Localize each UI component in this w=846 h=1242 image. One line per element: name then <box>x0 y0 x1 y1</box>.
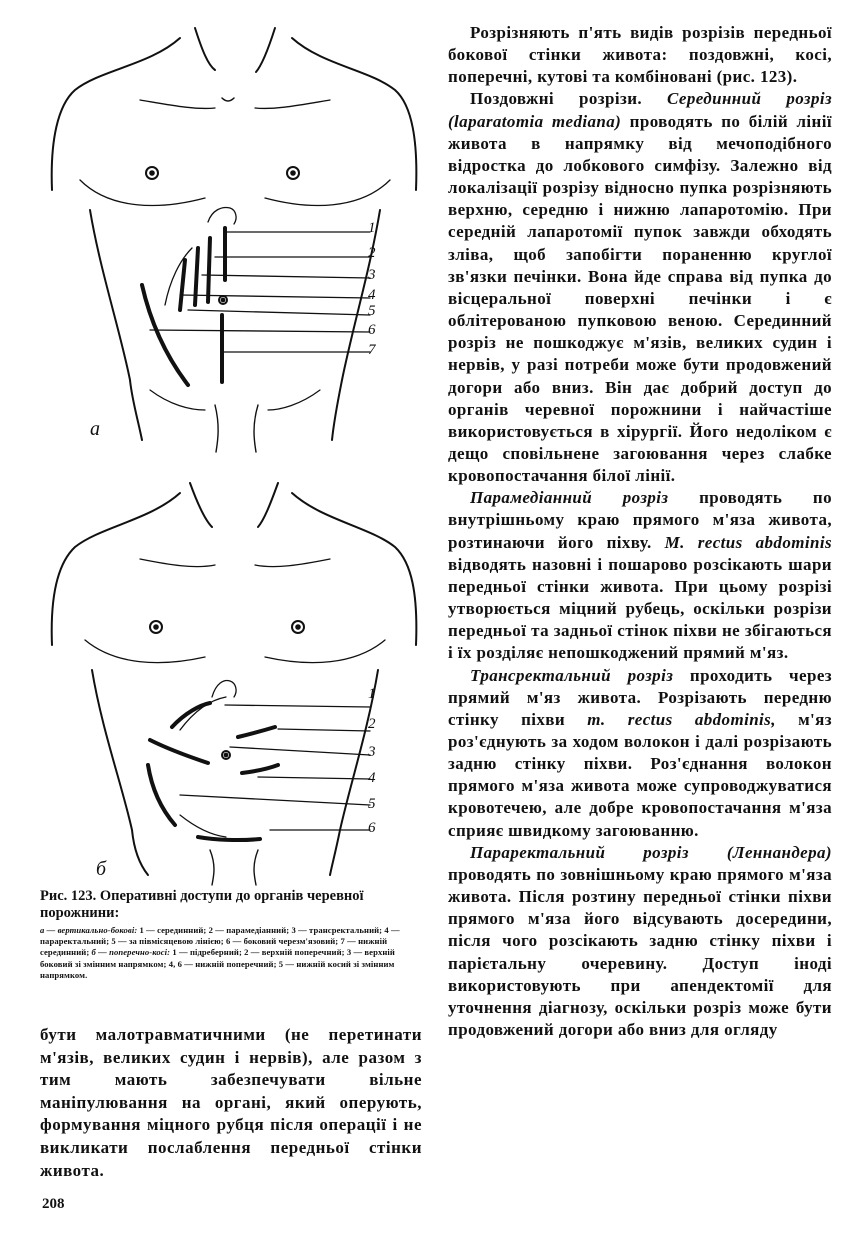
legend-b-title: б — поперечно-косі: <box>91 947 171 958</box>
label-b-2: 2 <box>368 716 376 732</box>
right-column <box>448 22 832 1041</box>
legend-b-text: 1 — підреберний; 2 — верхній поперечний; 3 — верхній боковий зі змінним напрямком; 4, 6 — нижній поперечний; 5 — нижній косий зі змінним напрямком. <box>40 947 395 980</box>
term-median: Серединний розріз (laparatomia mediana) <box>448 89 832 131</box>
figure-label-b: б <box>96 858 107 880</box>
legend-a-text: 1 — серединний; 2 — парамедіанний; 3 — трансректальний; 4 — параректальний; 5 — за півмісяцевою лінією; 6 — боковий черезм'язовий; 7 — нижній серединний; <box>40 925 400 958</box>
transrectal-text-2: м'яз роз'єднують за ходом волокон і далі розрізають задню стінку піхви. Роз'єднання волокон прямого м'яза живота може супроводжуватися кровотечею, але добре кровопостачання м'яза сприяє швидкому загоюванню. <box>448 709 832 840</box>
left-paragraph: бути малотравматичними (не перетинати м'язів, великих судин і нервів), але разом з тим мають забезпечувати вільне маніпулювання на органі, який оперують, формування міцного рубця після операції і не викликати послаблення передньої стінки живота. <box>40 1025 422 1180</box>
term-pararectal: Параректальний розріз (Леннандера) <box>470 842 832 862</box>
label-a-3: 3 <box>368 267 376 283</box>
paragraph-longitudinal <box>448 88 832 487</box>
transrectal-text-1: проходить через прямий м'яз живота. Розрізають передню стінку піхви <box>448 665 832 729</box>
term-rectus-2: m. rectus abdominis, <box>587 709 776 729</box>
paragraph-median-text: проводять по білій лінії живота в напрямку від мечоподібного відростка до лобкового симфізу. Залежно від локалізації розрізу відносно пупка розрізняють верхню, середню і нижню лапаротомію. При середній лапаротомії пупок завжди обходять зліва, щоб запобігти пораненню круглої зв'язки печінки. Вона йде справа від пупка до вісцеральної поверхні печінки і є облітерованою пупковою веною. Серединний розріз не пошкоджує м'язів, великих судин і нервів, у разі потреби може бути продовжений догори або вниз. Він дає добрий доступ до органів черевної порожнини і найчастіше використовується в хірургії. Його недоліком є дещо сповільнене загоювання через слабке кровопостачання білої лінії. <box>448 111 832 486</box>
label-b-3: 3 <box>368 744 376 760</box>
label-a-7: 7 <box>368 342 376 358</box>
figure-caption <box>40 888 425 981</box>
page-number: 208 <box>42 1196 65 1212</box>
legend-a-title: а — вертикально-бокові: <box>40 925 138 935</box>
paragraph-transrectal <box>448 665 832 842</box>
paramedian-text-1: проводять по внутрішньому краю прямого м'яза живота, розтинаючи його піхву. <box>448 488 832 552</box>
paragraph-intro: Розрізняють п'ять видів розрізів передньої бокової стінки живота: поздовжні, косі, поперечні, кутові та комбіновані (рис. 123). <box>448 23 832 87</box>
label-b-6: 6 <box>368 820 376 836</box>
label-b-4: 4 <box>368 770 376 786</box>
term-paramedian: Парамедіанний розріз <box>470 488 669 508</box>
label-a-5: 5 <box>368 303 376 319</box>
pararectal-text: проводять по зовнішньому краю прямого м'яза живота. Після розтину передньої стінки піхви прямого м'яза його відсувають досередини, після чого розсікають задню стінку піхви і парієтальну очеревину. Доступ іноді використовують при апендектомії для уточнення діагнозу, оскільки розріз може бути продовжений догори або вниз для огляду <box>448 864 832 1040</box>
label-a-4: 4 <box>368 287 376 303</box>
torso-b <box>52 483 417 885</box>
left-column <box>40 1024 422 1182</box>
caption-legend <box>40 925 425 981</box>
section-heading: Поздовжні розрізи. <box>470 89 643 109</box>
term-transrectal: Трансректальний розріз <box>470 665 674 685</box>
label-b-5: 5 <box>368 796 376 812</box>
caption-title: Рис. 123. Оперативні доступи до органів черевної порожнини: <box>40 888 364 921</box>
label-a-2: 2 <box>368 245 376 261</box>
figure-label-a: а <box>90 418 100 440</box>
term-rectus: M. rectus abdominis <box>664 532 832 552</box>
paragraph-paramedian <box>448 487 832 664</box>
torso-a <box>52 28 417 452</box>
anatomical-figure <box>30 10 430 890</box>
paragraph-pararectal <box>448 842 832 1041</box>
label-a-6: 6 <box>368 322 376 338</box>
label-b-1: 1 <box>368 686 376 702</box>
label-a-1: 1 <box>368 220 376 236</box>
paramedian-text-2: відводять назовні і пошарово розсікають шари передньої стінки живота. При цьому розрізі утворюється міцний рубець, оскільки розрізи передньої та задньої стінок піхви не збігаються і їх розділяє непошкоджений прямий м'яз. <box>448 554 832 663</box>
